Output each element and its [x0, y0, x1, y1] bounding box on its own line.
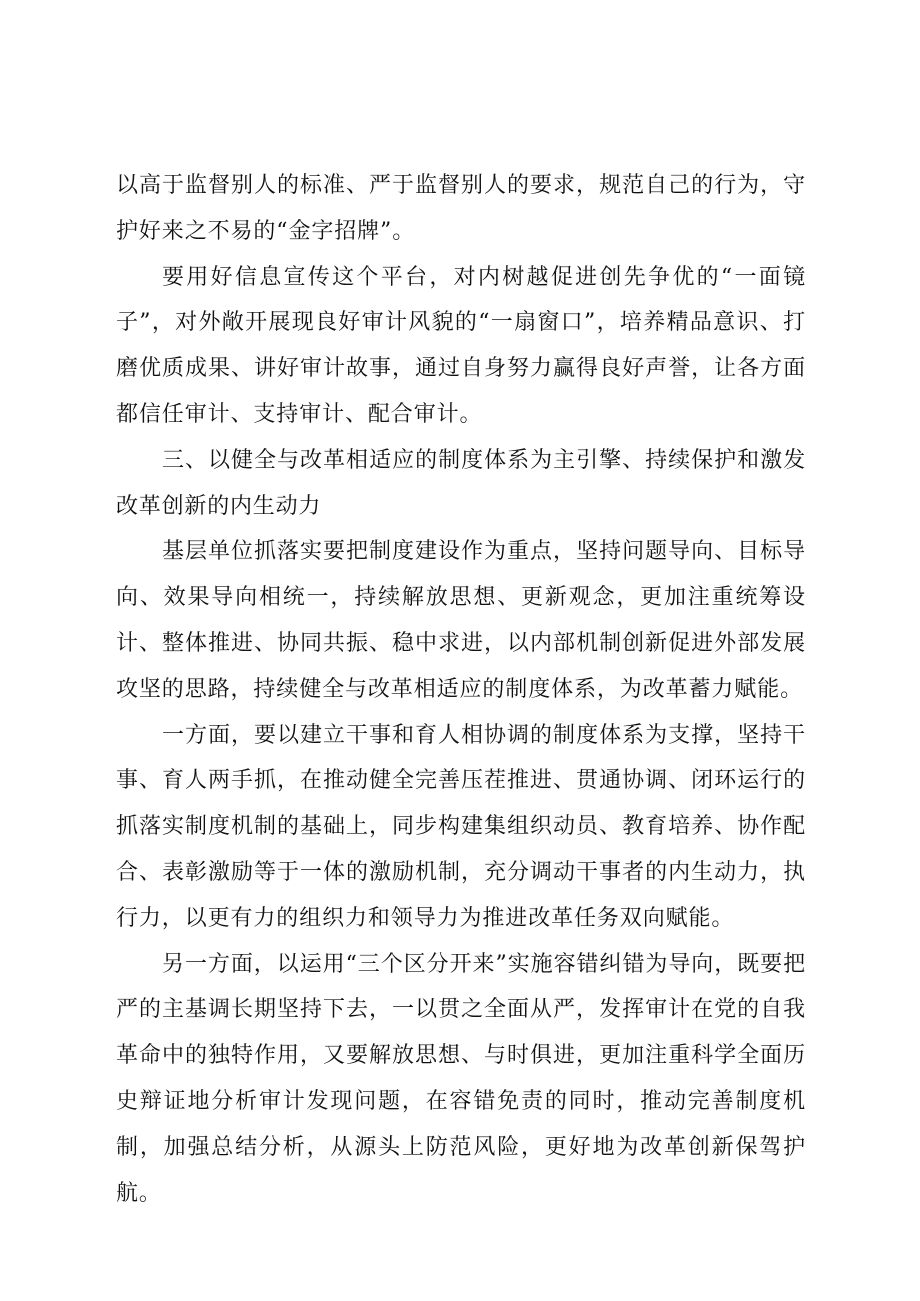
- document-body: [116, 163, 806, 1216]
- paragraph-other-hand: 另一方面，以运用“三个区分开来”实施容错纠错为导向，既要把严的主基调长期坚持下去，一以贯之全面从严，发挥审计在党的自我革命中的独特作用，又要解放思想、与时俱进，更加注重科学全面历史辩证地分析审计发现问题，在容错免责的同时，推动完善制度机制，加强总结分析，从源头上防范风险，更好地为改革创新保驾护航。: [116, 951, 806, 1206]
- section-heading-3: 三、以健全与改革相适应的制度体系为主引擎、持续保护和激发改革创新的内生动力: [116, 447, 806, 519]
- paragraph-one-hand: 一方面，要以建立干事和育人相协调的制度体系为支撑，坚持干事、育人两手抓，在推动健全完善压茬推进、贯通协调、闭环运行的抓落实制度机制的基础上，同步构建集组织动员、教育培养、协作配合、表彰激励等于一体的激励机制，充分调动干事者的内生动力，执行力，以更有力的组织力和领导力为推进改革任务双向赋能。: [116, 722, 806, 931]
- paragraph-system-building: 基层单位抓落实要把制度建设作为重点，坚持问题导向、目标导向、效果导向相统一，持续解放思想、更新观念，更加注重统筹设计、整体推进、协同共振、稳中求进，以内部机制创新促进外部发展攻坚的思路，持续健全与改革相适应的制度体系，为改革蓄力赋能。: [116, 539, 806, 702]
- paragraph-publicity: 要用好信息宣传这个平台，对内树越促进创先争优的“一面镜子”，对外敞开展现良好审计风貌的“一扇窗口”，培养精品意识、打磨优质成果、讲好审计故事，通过自身努力赢得良好声誉，让各方面都信任审计、支持审计、配合审计。: [116, 264, 806, 427]
- paragraph-continuation: 以高于监督别人的标准、严于监督别人的要求，规范自己的行为，守护好来之不易的“金字招牌”。: [116, 173, 806, 244]
